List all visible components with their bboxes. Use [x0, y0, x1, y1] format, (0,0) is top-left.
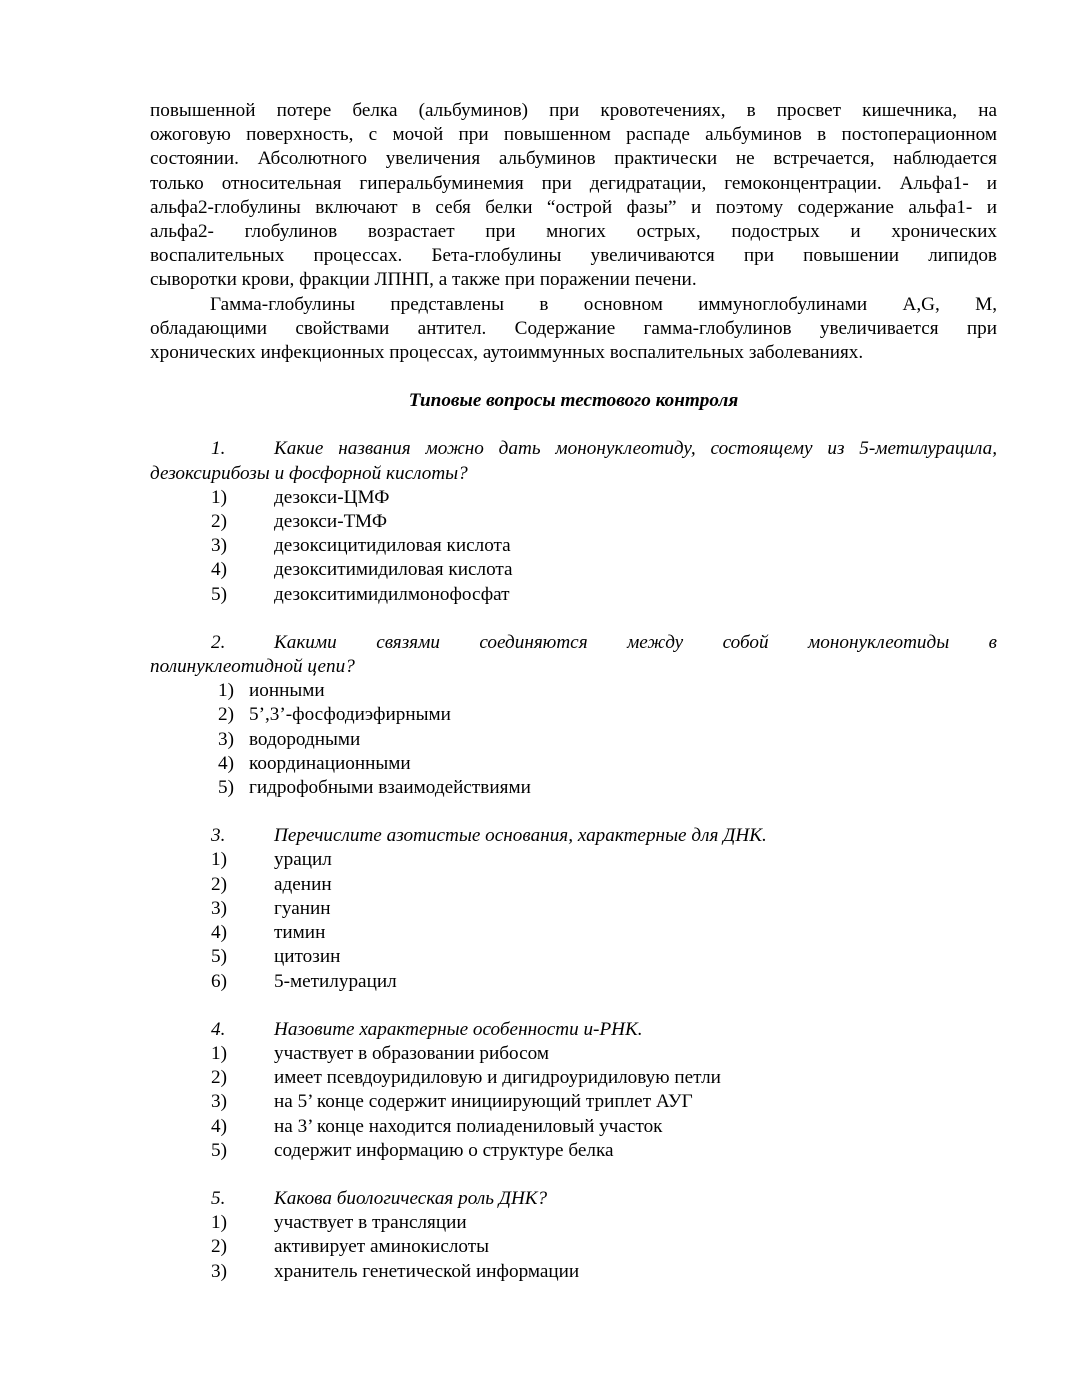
answer-option: [150, 583, 997, 607]
answer-text: хранитель генетической информации: [274, 1260, 580, 1282]
question-text: Какие названия можно дать мононуклеотиду, состоящему из 5-метилурацила,: [274, 438, 997, 460]
answer-number: 2): [211, 1236, 227, 1258]
answer-number: 3): [211, 897, 227, 919]
question-number: 3.: [211, 825, 226, 847]
answer-text: урацил: [274, 849, 332, 871]
answer-number: 4): [218, 752, 234, 774]
answer-number: 3): [211, 1260, 227, 1282]
answer-number: 1): [211, 849, 227, 871]
question-word: связями: [376, 631, 440, 653]
answer-option: [150, 1115, 997, 1139]
question-word: в: [988, 631, 997, 653]
answer-text: 5-метилурацил: [274, 970, 397, 992]
answer-option: [150, 897, 997, 921]
answer-option: [150, 728, 997, 752]
answer-text: дезокси-ЦМФ: [274, 486, 390, 508]
answer-option: [150, 873, 997, 897]
answer-list: [150, 1211, 997, 1284]
text-line: альфа2-глобулины включают в себя белки “острой фазы” и поэтому содержание альфа1- и: [150, 196, 997, 218]
answer-number: 2): [211, 1067, 227, 1089]
question-number: 1.: [211, 438, 226, 460]
answer-text: тимин: [274, 922, 326, 944]
answer-number: 1): [218, 680, 234, 702]
answer-text: на 3’ конце находится полиадениловый участок: [274, 1115, 663, 1137]
answer-number: 4): [211, 922, 227, 944]
answer-option: [150, 1211, 997, 1235]
question-text: [274, 631, 997, 655]
answer-text: дезокситимидиловая кислота: [274, 559, 513, 581]
answer-option: [150, 679, 997, 703]
intro-paragraph-2: [150, 293, 997, 366]
question-head: [150, 1018, 997, 1042]
document-page: [150, 99, 997, 1284]
text-line: воспалительных процессах. Бета-глобулины увеличиваются при повышении липидов: [150, 245, 997, 267]
answer-option: [150, 1042, 997, 1066]
answer-text: имеет псевдоуридиловую и дигидроуридиловую петли: [274, 1067, 721, 1089]
answer-option: [150, 1066, 997, 1090]
question-head: [150, 437, 997, 461]
answer-text: ионными: [249, 680, 325, 702]
text-line: состоянии. Абсолютного увеличения альбуминов практически не встречается, наблюдается: [150, 148, 997, 170]
answer-number: 5): [211, 1139, 227, 1161]
answer-text: дезоксицитидиловая кислота: [274, 535, 511, 557]
intro-paragraph-1: [150, 99, 997, 293]
answer-number: 2): [218, 704, 234, 726]
text-line: альфа2- глобулинов возрастает при многих острых, подострых и хронических: [150, 221, 997, 243]
answer-option: [150, 558, 997, 582]
question-head: [150, 824, 997, 848]
answer-number: 1): [211, 1212, 227, 1234]
answer-number: 3): [218, 728, 234, 750]
question-head: [150, 631, 997, 655]
answer-option: [150, 703, 997, 727]
answer-text: аденин: [274, 873, 332, 895]
question-text: Какова биологическая роль ДНК?: [274, 1187, 548, 1209]
answer-option: [150, 848, 997, 872]
answer-list: [150, 486, 997, 607]
answer-option: [150, 1090, 997, 1114]
answer-text: дезокситимидилмонофосфат: [274, 583, 510, 605]
answer-number: 2): [211, 873, 227, 895]
text-line: только относительная гиперальбуминемия при дегидратации, гемоконцентрации. Альфа1- и: [150, 172, 997, 194]
answer-number: 5): [211, 946, 227, 968]
answer-option: [150, 970, 997, 994]
answer-text: содержит информацию о структуре белка: [274, 1139, 614, 1161]
answer-text: на 5’ конце содержит инициирующий триплет АУГ: [274, 1091, 693, 1113]
answer-number: 3): [211, 535, 227, 557]
answer-text: гидрофобными взаимодействиями: [249, 777, 531, 799]
question-number: 4.: [211, 1018, 226, 1040]
answer-number: 3): [211, 1091, 227, 1113]
question-word: между: [627, 631, 684, 653]
answer-option: [150, 1235, 997, 1259]
text-line: Гамма-глобулины представлены в основном иммуноглобулинами А,G, М,: [210, 293, 997, 315]
answer-text: участвует в трансляции: [274, 1212, 467, 1234]
answer-list: [150, 848, 997, 993]
answer-number: 6): [211, 970, 227, 992]
answer-text: водородными: [249, 728, 361, 750]
answer-number: 5): [211, 583, 227, 605]
question-number: 5.: [211, 1187, 226, 1209]
question-5: [150, 1187, 997, 1284]
question-2: [150, 631, 997, 800]
answer-option: [150, 752, 997, 776]
question-word: соединяются: [479, 631, 588, 653]
question-word: мононуклеотиды: [808, 631, 950, 653]
question-text-cont: дезоксирибозы и фосфорной кислоты?: [150, 462, 468, 484]
question-text: Назовите характерные особенности и-РНК.: [274, 1018, 643, 1040]
question-word: собой: [722, 631, 769, 653]
answer-option: [150, 776, 997, 800]
answer-option: [150, 1260, 997, 1284]
text-line: ожоговую поверхность, с мочой при повышенном распаде альбуминов в постоперационном: [150, 124, 997, 146]
question-text: Перечислите азотистые основания, характерные для ДНК.: [274, 825, 767, 847]
answer-list: [150, 679, 997, 800]
answer-text: гуанин: [274, 897, 331, 919]
answer-option: [150, 921, 997, 945]
question-1: [150, 437, 997, 606]
question-text-cont: полинуклеотидной цепи?: [150, 656, 355, 678]
answer-number: 4): [211, 559, 227, 581]
answer-number: 4): [211, 1115, 227, 1137]
text-line: повышенной потере белка (альбуминов) при кровотечениях, в просвет кишечника, на: [150, 100, 997, 121]
answer-option: [150, 534, 997, 558]
text-line: сыворотки крови, фракции ЛПНП, а также при поражении печени.: [150, 269, 697, 291]
question-head: [150, 1187, 997, 1211]
answer-option: [150, 486, 997, 510]
text-line: хронических инфекционных процессах, аутоиммунных воспалительных заболеваниях.: [150, 342, 864, 364]
question-word: Какими: [274, 631, 337, 653]
text-line: обладающими свойствами антител. Содержание гамма-глобулинов увеличивается при: [150, 317, 997, 339]
answer-text: 5’,3’-фосфодиэфирными: [249, 704, 451, 726]
answer-option: [150, 510, 997, 534]
answer-text: активирует аминокислоты: [274, 1236, 490, 1258]
section-title: Типовые вопросы тестового контроля: [408, 390, 739, 412]
answer-text: координационными: [249, 752, 411, 774]
answer-number: 1): [211, 486, 227, 508]
answer-number: 1): [211, 1042, 227, 1064]
answer-number: 2): [211, 511, 227, 533]
answer-text: дезокси-ТМФ: [274, 511, 388, 533]
question-3: [150, 824, 997, 993]
question-number: 2.: [211, 631, 226, 653]
answer-list: [150, 1042, 997, 1163]
answer-number: 5): [218, 777, 234, 799]
answer-text: цитозин: [274, 946, 341, 968]
answer-option: [150, 1139, 997, 1163]
answer-text: участвует в образовании рибосом: [274, 1042, 549, 1064]
question-4: [150, 1018, 997, 1163]
answer-option: [150, 945, 997, 969]
